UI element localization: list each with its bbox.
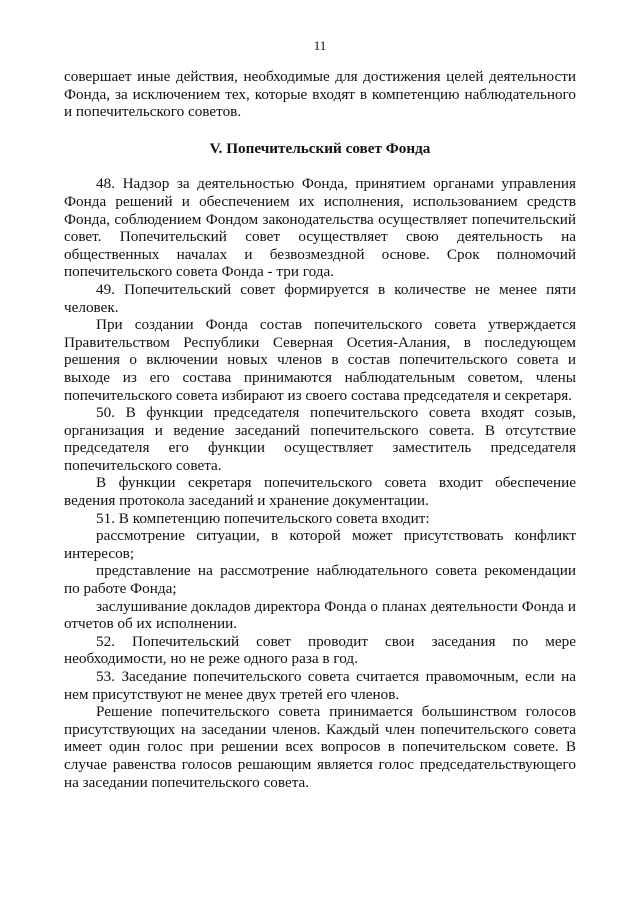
paragraph-board-formation: При создании Фонда состав попечительского совета утверждается Правительством Республики Северная Осетия-Алания, в последующем решения о включении новых членов в состав попечительского совета и выходе из его состава принимаются наблюдательным советом, члены попечительского совета избирают из своего состава председателя и секретаря.: [64, 316, 576, 404]
paragraph-49: 49. Попечительский совет формируется в количестве не менее пяти человек.: [64, 280, 576, 316]
paragraph-decision-voting: Решение попечительского совета принимается большинством голосов присутствующих на заседании членов. Каждый член попечительского совета имеет один голос при решении всех вопросов в попечительском совете. В случае равенства голосов решающим является голос председательствующего на заседании попечительского совета.: [64, 703, 576, 791]
paragraph-50: 50. В функции председателя попечительского совета входят созыв, организация и ведение заседаний попечительского совета. В отсутствие председателя его функции осуществляет заместитель председателя попечительского совета.: [64, 404, 576, 474]
paragraph-48: 48. Надзор за деятельностью Фонда, принятием органами управления Фонда решений и обеспечением их исполнения, использованием средств Фонда, соблюдением Фондом законодательства осуществляет попечительский совет. Попечительский совет осуществляет свою деятельность на общественных началах и безвозмездной основе. Срок полномочий попечительского совета Фонда - три года.: [64, 175, 576, 281]
list-item-conflict-of-interest: рассмотрение ситуации, в которой может присутствовать конфликт интересов;: [64, 527, 576, 562]
list-item-director-reports: заслушивание докладов директора Фонда о планах деятельности Фонда и отчетов об их исполнении.: [64, 597, 576, 633]
paragraph-53: 53. Заседание попечительского совета считается правомочным, если на нем присутствуют не менее двух третей его членов.: [64, 668, 576, 703]
list-item-recommendations: представление на рассмотрение наблюдательного совета рекомендации по работе Фонда;: [64, 562, 576, 598]
section-title: V. Попечительский совет Фонда: [209, 139, 431, 157]
paragraph-52: 52. Попечительский совет проводит свои заседания по мере необходимости, но не реже одного раза в год.: [64, 632, 576, 668]
document-body: [64, 68, 576, 791]
intro-paragraph: совершает иные действия, необходимые для достижения целей деятельности Фонда, за исключением тех, которые входят в компетенцию наблюдательного и попечительского советов.: [64, 68, 576, 121]
paragraph-51: 51. В компетенцию попечительского совета входит:: [96, 509, 430, 527]
page-number: 11: [313, 38, 327, 53]
paragraph-secretary-functions: В функции секретаря попечительского совета входит обеспечение ведения протокола заседаний и хранение документации.: [64, 474, 576, 510]
